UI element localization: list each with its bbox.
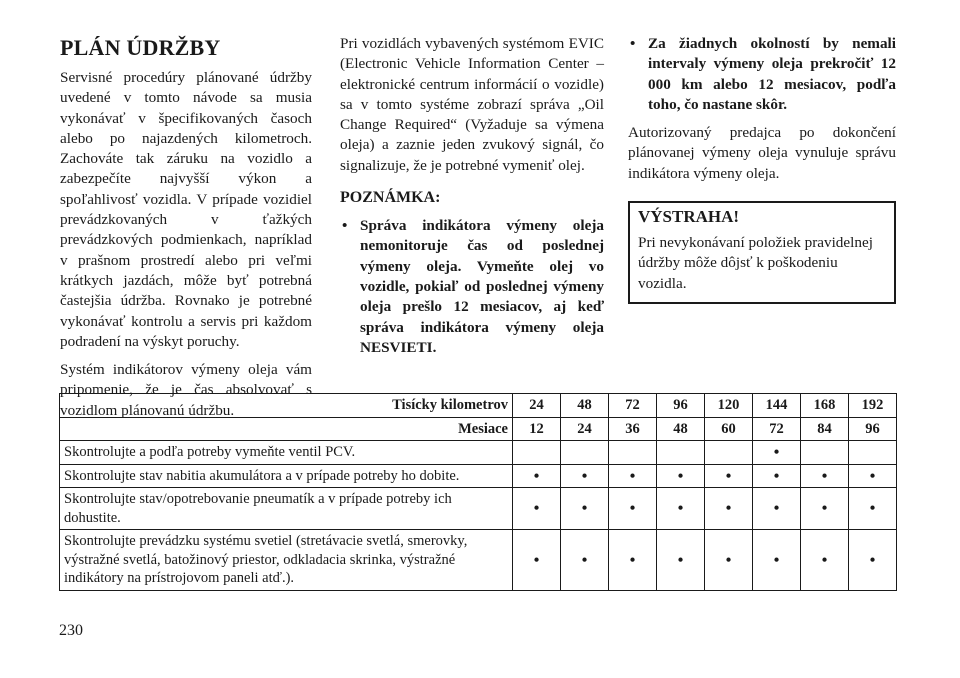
- empty-cell: [561, 441, 609, 465]
- service-mark: •: [513, 530, 561, 591]
- km-value: 168: [801, 394, 849, 418]
- note-bullet: • Za žiadnych okolností by nemali intervaly výmeny oleja prekročiť 12 000 km alebo 12 mesiacov, podľa toho, čo nastane skôr.: [630, 34, 896, 115]
- note-list: [340, 216, 604, 358]
- empty-cell: [609, 441, 657, 465]
- service-mark: •: [657, 488, 705, 530]
- empty-cell: [849, 441, 897, 465]
- service-mark: •: [609, 488, 657, 530]
- service-mark: •: [801, 530, 849, 591]
- service-mark: •: [657, 530, 705, 591]
- left-column: [60, 34, 312, 421]
- maintenance-item-label: Skontrolujte stav/opotrebovanie pneumatík a v prípade potreby ich dohustite.: [60, 488, 513, 530]
- service-mark: •: [849, 464, 897, 488]
- maintenance-item-label: Skontrolujte stav nabitia akumulátora a v prípade potreby ho dobite.: [60, 464, 513, 488]
- empty-cell: [705, 441, 753, 465]
- months-value: 72: [753, 417, 801, 441]
- service-mark: •: [801, 488, 849, 530]
- maintenance-table: [59, 393, 897, 591]
- km-value: 192: [849, 394, 897, 418]
- service-mark: •: [705, 488, 753, 530]
- service-mark: •: [801, 464, 849, 488]
- empty-cell: [513, 441, 561, 465]
- months-header-row: [60, 417, 897, 441]
- maintenance-item-label: Skontrolujte prevádzku systému svetiel (stretávacie svetlá, smerovky, výstražné svetlá, batožinový priestor, odkladacia skrinka, výstražné indikátory na prístrojovom paneli atď.).: [60, 530, 513, 591]
- months-value: 60: [705, 417, 753, 441]
- service-mark: •: [753, 441, 801, 465]
- page-number: 230: [59, 622, 83, 639]
- reset-paragraph: Autorizovaný predajca po dokončení plánovanej výmeny oleja vynuluje správu indikátora výmeny oleja.: [628, 124, 896, 182]
- service-mark: •: [561, 530, 609, 591]
- km-header-row: [60, 394, 897, 418]
- service-mark: •: [849, 488, 897, 530]
- oil-indicator-paragraph: Systém indikátorov výmeny oleja vám pripomenie, že je čas absolvovať s vozidlom plánovanú údržbu.: [60, 361, 312, 419]
- service-mark: •: [753, 530, 801, 591]
- service-mark: •: [753, 464, 801, 488]
- km-value: 72: [609, 394, 657, 418]
- evic-paragraph: Pri vozidlách vybavených systémom EVIC (Electronic Vehicle Information Center – elektronické centrum informácií o vozidle) sa v tomto systéme zobrazí správa „Oil Change Required“ (Vyžaduje sa výmena oleja) a zaznie jeden zvukový signál, čo signalizuje, že je potrebné vymeniť olej.: [340, 35, 604, 174]
- service-mark: •: [561, 464, 609, 488]
- warning-title: VÝSTRAHA!: [638, 207, 740, 227]
- km-header-label: Tisícky kilometrov: [60, 394, 513, 418]
- service-mark: •: [513, 464, 561, 488]
- months-value: 84: [801, 417, 849, 441]
- note-bullet: • Správa indikátora výmeny oleja nemonitoruje čas od poslednej výmeny oleja. Vymeňte olej vo vozidle, pokiaľ od poslednej výmeny oleja prešlo 12 mesiacov, aj keď správa indikátora výmeny oleja NESVIETI.: [342, 216, 604, 358]
- months-header-label: Mesiace: [60, 417, 513, 441]
- months-value: 36: [609, 417, 657, 441]
- maintenance-item-label: Skontrolujte a podľa potreby vymeňte ventil PCV.: [60, 441, 513, 465]
- service-mark: •: [753, 488, 801, 530]
- maintenance-row: [60, 464, 897, 488]
- maintenance-row: [60, 441, 897, 465]
- service-mark: •: [705, 530, 753, 591]
- warning-box: [628, 201, 896, 304]
- service-mark: •: [657, 464, 705, 488]
- service-mark: •: [561, 488, 609, 530]
- months-value: 96: [849, 417, 897, 441]
- empty-cell: [801, 441, 849, 465]
- service-mark: •: [705, 464, 753, 488]
- km-value: 144: [753, 394, 801, 418]
- service-mark: •: [513, 488, 561, 530]
- intro-paragraph: Servisné procedúry plánované údržby uvedené v tomto návode sa musia vykonávať v špecifikovaných časoch alebo po najazdených kilometroch. Zachováte tak záruku na vozidlo a zabezpečíte najvyšší výkon a spoľahlivosť vozidla. V prípade vozidiel prevádzkovaných v ťažkých prevádzkových podmienkach, napríklad v prašnom prostredí alebo pri veľmi krátkych jazdách, môže byť potrebná častejšia údržba. Rovnako je potrebné vykonávať kontrolu a servis pri každom podradení na výskyt poruchy.: [60, 69, 312, 350]
- page-title: PLÁN ÚDRŽBY: [60, 35, 221, 60]
- months-value: 12: [513, 417, 561, 441]
- km-value: 120: [705, 394, 753, 418]
- right-column: [628, 34, 896, 304]
- km-value: 48: [561, 394, 609, 418]
- maintenance-row: [60, 488, 897, 530]
- note-list-continued: [628, 34, 896, 115]
- empty-cell: [657, 441, 705, 465]
- maintenance-row: [60, 530, 897, 591]
- km-value: 24: [513, 394, 561, 418]
- service-mark: •: [609, 464, 657, 488]
- warning-text: Pri nevykonávaní položiek pravidelnej údržby môže dôjsť k poškodeniu vozidla.: [638, 234, 873, 292]
- months-value: 24: [561, 417, 609, 441]
- service-mark: •: [849, 530, 897, 591]
- note-heading: POZNÁMKA:: [340, 189, 441, 207]
- months-value: 48: [657, 417, 705, 441]
- km-value: 96: [657, 394, 705, 418]
- middle-column: [340, 34, 604, 358]
- service-mark: •: [609, 530, 657, 591]
